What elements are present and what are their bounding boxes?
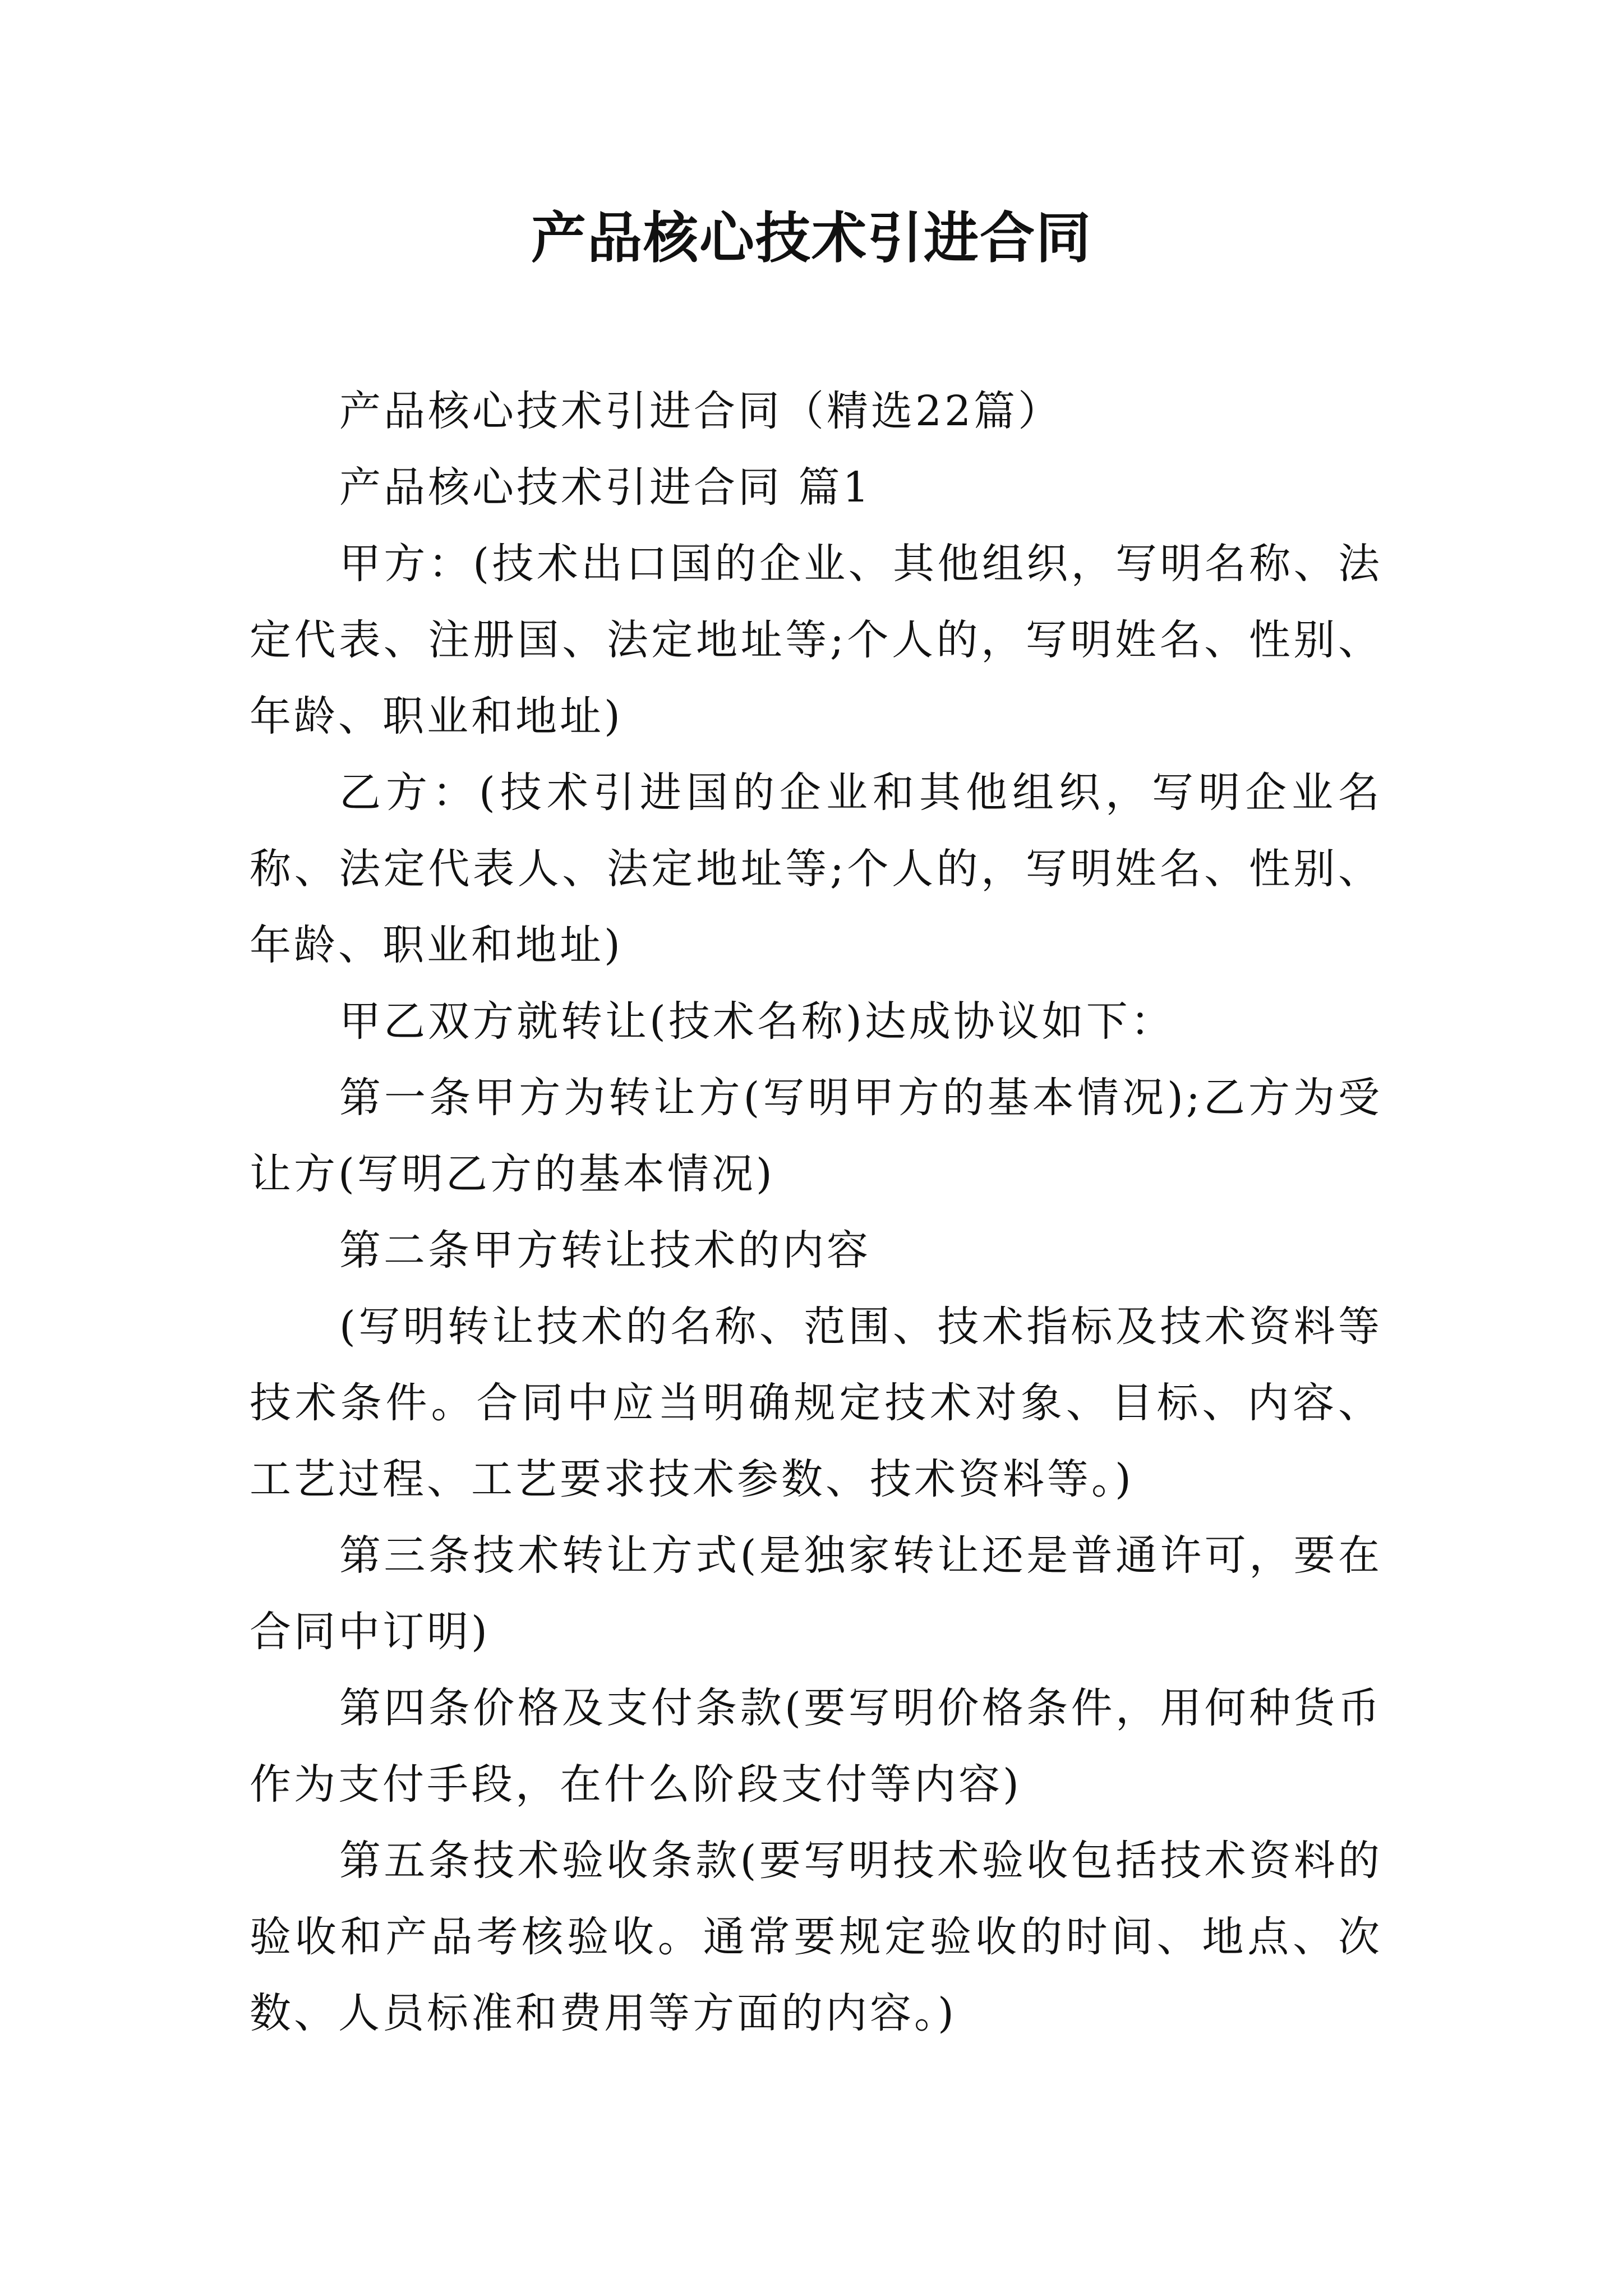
paragraph-section-heading: 产品核心技术引进合同 篇1 [339,463,872,512]
paragraph-article-4: 第四条价格及支付条款(要写明价格条件，用何种货币作为支付手段，在什么阶段支付等内容) [250,1684,1382,1809]
document-title: 产品核心技术引进合同 [531,206,1092,270]
paragraph-agreement-intro: 甲乙双方就转让(技术名称)达成协议如下： [339,997,1175,1046]
document-body [250,373,1382,2051]
paragraph-article-1: 第一条甲方为转让方(写明甲方的基本情况);乙方为受让方(写明乙方的基本情况) [250,1074,1382,1198]
paragraph-subtitle: 产品核心技术引进合同（精选22篇） [339,387,1063,435]
paragraph-article-3: 第三条技术转让方式(是独家转让还是普通许可，要在合同中订明) [250,1531,1382,1656]
paragraph-party-a: 甲方：(技术出口国的企业、其他组织，写明名称、法定代表、注册国、法定地址等;个人的，写明姓名、性别、年龄、职业和地址) [250,540,1382,740]
paragraph-article-2-detail: (写明转让技术的名称、范围、技术指标及技术资料等技术条件。合同中应当明确规定技术对象、目标、内容、工艺过程、工艺要求技术参数、技术资料等。) [250,1303,1382,1503]
paragraph-party-b: 乙方：(技术引进国的企业和其他组织，写明企业名称、法定代表人、法定地址等;个人的，写明姓名、性别、年龄、职业和地址) [250,769,1382,969]
paragraph-article-2: 第二条甲方转让技术的内容 [339,1226,871,1274]
paragraph-article-5: 第五条技术验收条款(要写明技术验收包括技术资料的验收和产品考核验收。通常要规定验收的时间、地点、次数、人员标准和费用等方面的内容。) [250,1837,1382,2037]
